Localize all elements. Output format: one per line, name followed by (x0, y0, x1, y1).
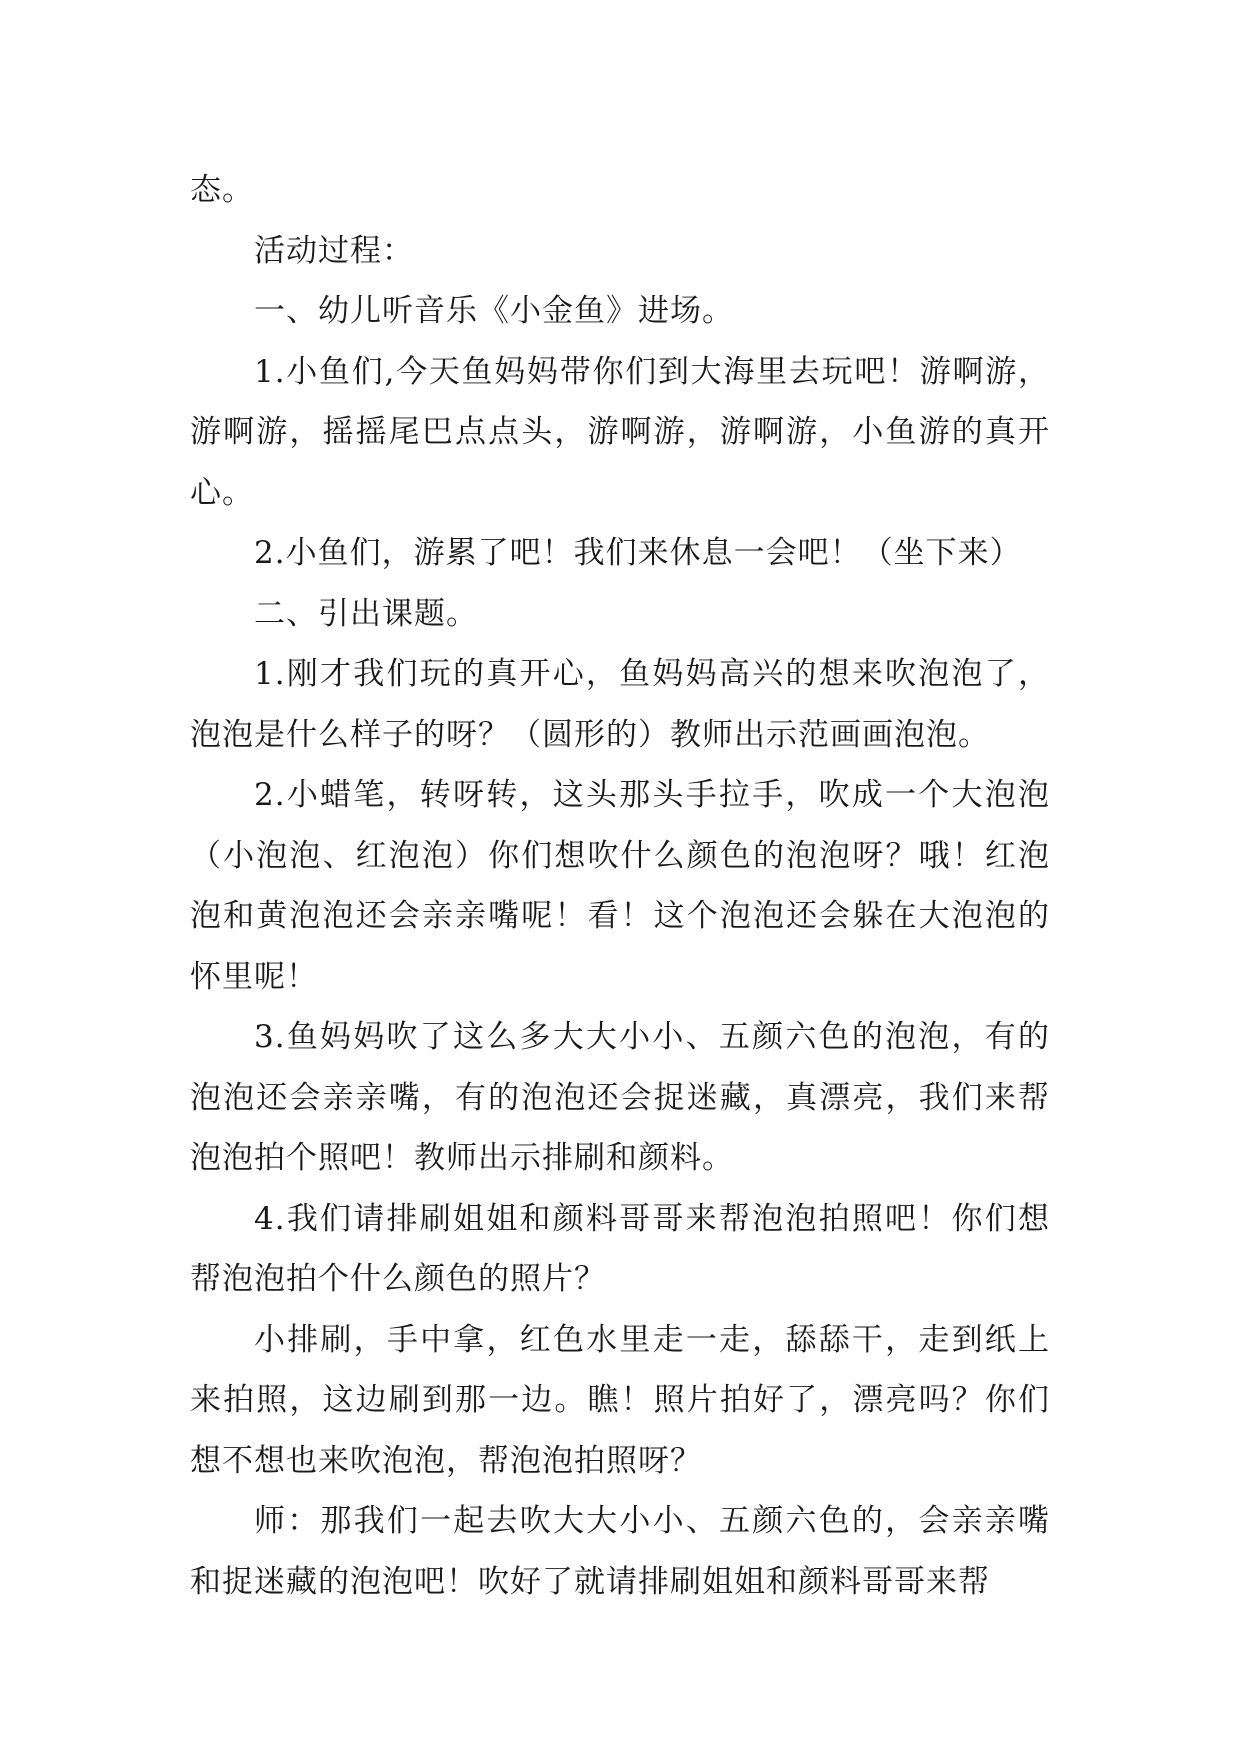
paragraph: 1.刚才我们玩的真开心，鱼妈妈高兴的想来吹泡泡了，泡泡是什么样子的呀？（圆形的）教师出示范画画泡泡。 (190, 656, 1050, 753)
paragraph: 3.鱼妈妈吹了这么多大大小小、五颜六色的泡泡，有的泡泡还会亲亲嘴，有的泡泡还会捉迷藏，真漂亮，我们来帮泡泡拍个照吧！教师出示排刷和颜料。 (190, 1019, 1050, 1176)
document-body (190, 160, 1050, 1612)
paragraph: 师：那我们一起去吹大大小小、五颜六色的，会亲亲嘴和捉迷藏的泡泡吧！吹好了就请排刷姐姐和颜料哥哥来帮 (190, 1503, 1050, 1600)
paragraph: 2.小鱼们，游累了吧！我们来休息一会吧！（坐下来） (254, 535, 1022, 571)
paragraph: 二、引出课题。 (254, 595, 478, 632)
paragraph: 4.我们请排刷姐姐和颜料哥哥来帮泡泡拍照吧！你们想帮泡泡拍个什么颜色的照片？ (190, 1200, 1050, 1297)
paragraph: 2.小蜡笔，转呀转，这头那头手拉手，吹成一个大泡泡（小泡泡、红泡泡）你们想吹什么颜色的泡泡呀？哦！红泡泡和黄泡泡还会亲亲嘴呢！看！这个泡泡还会躲在大泡泡的怀里呢！ (190, 777, 1050, 995)
paragraph: 一、幼儿听音乐《小金鱼》进场。 (254, 293, 734, 329)
paragraph: 小排刷，手中拿，红色水里走一走，舔舔干，走到纸上来拍照，这边刷到那一边。瞧！照片拍好了，漂亮吗？你们想不想也来吹泡泡，帮泡泡拍照呀？ (190, 1321, 1050, 1479)
paragraph: 态。 (190, 172, 254, 208)
paragraph: 1.小鱼们,今天鱼妈妈带你们到大海里去玩吧！游啊游，游啊游，摇摇尾巴点点头，游啊游，游啊游，小鱼游的真开心。 (190, 353, 1050, 511)
paragraph: 活动过程： (254, 232, 414, 269)
